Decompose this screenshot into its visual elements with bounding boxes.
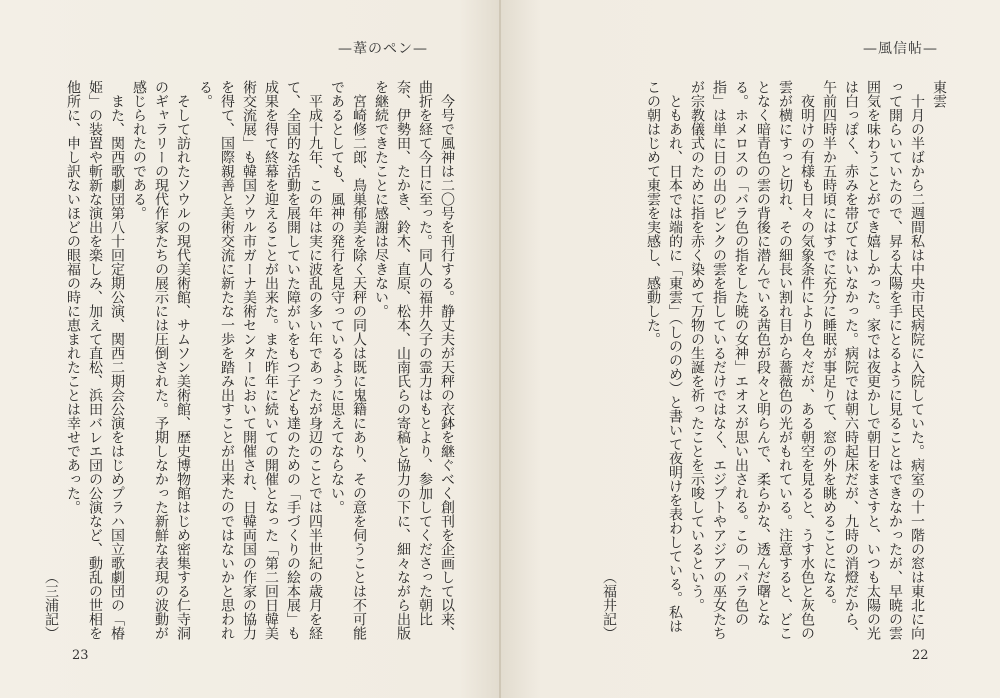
left-page-header: —葦のペン—	[338, 41, 428, 57]
right-page-number: 22	[912, 648, 929, 663]
right-paragraph-1: 十月の半ばから二週間私は中央市民病院に入院していた。病室の十一階の窓は東北に向って開らいていたので、昇る太陽を手にとるように見ることはできなかったが、早暁の雲囲気を味わうことができ嬉しかった。家では夜更かしで朝日をまさすと、いつも太陽の光は白っぽく、赤みを帯びてはいなかった。病院では朝六時起床だが、九時の消燈だから、午前四時半か五時頃にはすでに充分に睡眠が事足りて、窓の外を眺めることになる。	[821, 80, 925, 640]
right-spacer	[620, 80, 642, 640]
right-page-body	[601, 80, 950, 640]
essay-title: 東雲	[931, 80, 947, 108]
right-signature: （福井記）	[601, 570, 617, 640]
left-page-number: 23	[72, 648, 89, 663]
left-paragraph-5: また、関西歌劇団第八十回定期公演、関西二期会公演をはじめプラハ国立歌劇団の「椿姫」の装置や斬新な演出を楽しみ、加えて直松、浜田バレエ団の公演など、動乱の世相を他所に、申し訳ないほどの眼福の時に恵まれたことは幸せであった。	[65, 80, 125, 640]
right-paragraph-2: 夜明けの有様も日々の気象条件により色々だが、ある朝空を見ると、うす水色と灰色の雲が横にすっと切れ、その細長い割れ目から薔薇色の光がもれている。注意すると、どことなく暗青色の雲の背後に潜んでいる茜色が段々と明らんで、柔らかな、透んだ曙となる。ホメロスの「バラ色の指をした暁の女神」エオスが思い出される。この「バラ色の指」は単に日の出のピンクの雲を指しているだけではなく、エジプトやアジアの巫女たちが宗教儀式のために指を赤く染めて万物の生誕を祈ったことを示唆しているという。	[689, 80, 815, 640]
left-signature: （三浦記）	[43, 570, 59, 640]
right-paragraph-3: ともあれ、日本では端的に「東雲」（しののめ）と書いて夜明けを表わしている。私はこの朝はじめて東雲を実感し、感動した。	[645, 80, 683, 633]
right-page-header: —風信帖—	[863, 41, 938, 57]
left-paragraph-3: 平成十九年、この年は実に波乱の多い年であったが身辺のことでは四半世紀の歳月を経て、全国的な活動を展開していた障がいをもつ子ども達のための「手づくりの絵本展」も成果を得て終幕を迎えることが出来た。また昨年に続いての開催となった「第二回日韓美術交流展」も韓国ソウル市ガーナ美術センターにおいて開催され、日韓両国の作家の協力を得て、国際親善と美術交流に新たな一歩を踏み出すことが出来たのではないかと思われる。	[197, 80, 323, 640]
left-paragraph-2: 宮崎修二郎、鳥巣郁美を除く天秤の同人は既に鬼籍にあり、その意を伺うことは不可能であるとしても、風神の発行を見守っているように思えてならない。	[329, 80, 367, 640]
left-paragraph-1: 今号で風神は二〇号を刊行する。静丈夫が天秤の衣鉢を継ぐべく創刊を企画して以来、曲折を経て今日に至った。同人の福井久子の霊力はもとより、参加してくださった朝比奈、伊勢田、たかき、鈴木、直原、松本、山南氏らの寄稿と協力の下に、細々ながら出版を継続できたことに感謝は尽きない。	[373, 80, 455, 640]
left-paragraph-4: そして訪れたソウルの現代美術館、サムソン美術館、歴史博物館はじめ密集する仁寺洞のギャラリーの現代作家たちの展示には圧倒された。予期しなかった新鮮な表現の波動が感じられたのである。	[131, 80, 191, 640]
left-page-body	[43, 80, 458, 640]
